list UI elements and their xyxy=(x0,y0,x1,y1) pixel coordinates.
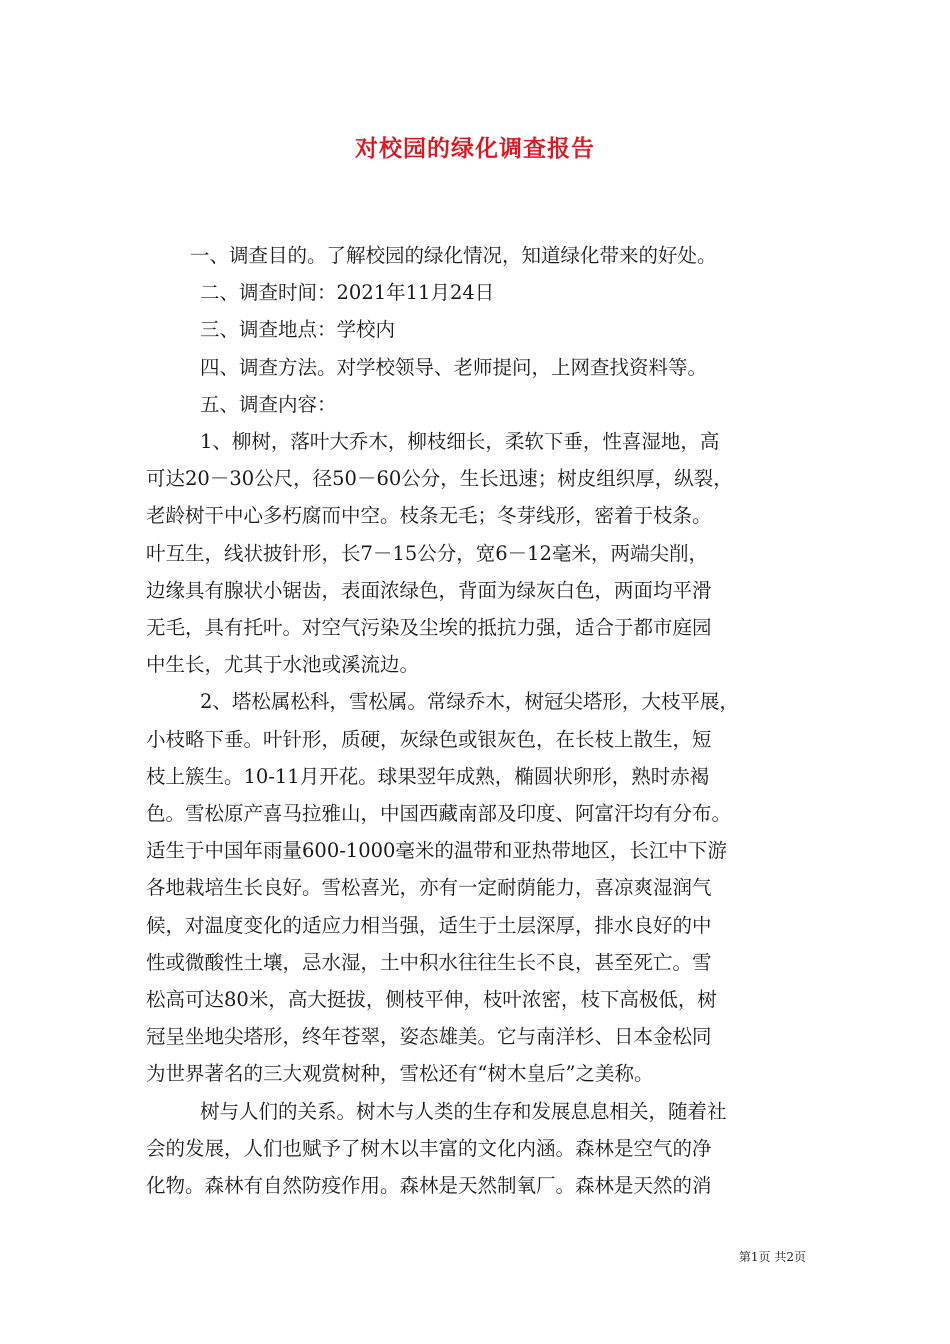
paragraph-line: 色。雪松原产喜马拉雅山，中国西藏南部及印度、阿富汗均有分布。 xyxy=(146,802,732,826)
paragraph-line: 候，对温度变化的适应力相当强，适生于土层深厚，排水良好的中 xyxy=(146,913,712,937)
paragraph-line: 性或微酸性土壤，忌水湿，土中积水往往生长不良，甚至死亡。雪 xyxy=(146,950,712,974)
paragraph-willow xyxy=(146,423,806,683)
document-body xyxy=(146,237,806,1204)
section-method: 四、调查方法。对学校领导、老师提问，上网查找资料等。 xyxy=(200,355,708,379)
section-content: 五、调查内容： xyxy=(200,392,337,416)
section-purpose: 一、调查目的。了解校园的绿化情况，知道绿化带来的好处。 xyxy=(190,244,717,267)
paragraph-line: 老龄树干中心多朽腐而中空。枝条无毛；冬芽线形，密着于枝条。 xyxy=(146,504,712,528)
paragraph-line: 树与人们的关系。树木与人类的生存和发展息息相关，随着社 xyxy=(200,1099,727,1123)
section-location: 三、调查地点：学校内 xyxy=(200,318,396,342)
section-time: 二、调查时间：2021年11月24日 xyxy=(200,281,495,305)
paragraph-line: 为世界著名的三大观赏树种，雪松还有“树木皇后”之美称。 xyxy=(146,1062,654,1086)
paragraph-line: 松高可达80米，高大挺拔，侧枝平伸，枝叶浓密，枝下高极低，树 xyxy=(146,988,717,1012)
paragraph-line: 无毛，具有托叶。对空气污染及尘埃的抵抗力强，适合于都市庭园 xyxy=(146,616,712,640)
paragraph-trees-and-people xyxy=(146,1093,806,1205)
paragraph-line: 叶互生，线状披针形，长7－15公分，宽6－12毫米，两端尖削， xyxy=(146,541,708,565)
paragraph-line: 中生长，尤其于水池或溪流边。 xyxy=(146,653,420,677)
paragraph-line: 2、塔松属松科，雪松属。常绿乔木，树冠尖塔形，大枝平展， xyxy=(200,690,739,714)
paragraph-cedar xyxy=(146,683,806,1092)
paragraph-line: 边缘具有腺状小锯齿，表面浓绿色，背面为绿灰白色，两面均平滑 xyxy=(146,578,712,602)
document-title: 对校园的绿化调查报告 xyxy=(355,135,595,162)
paragraph-line: 1、柳树，落叶大乔木，柳枝细长，柔软下垂，性喜湿地，高 xyxy=(200,430,720,454)
paragraph-line: 各地栽培生长良好。雪松喜光，亦有一定耐荫能力，喜凉爽湿润气 xyxy=(146,876,712,900)
paragraph-line: 可达20－30公尺，径50－60公分，生长迅速；树皮组织厚，纵裂， xyxy=(146,467,733,491)
paragraph-line: 冠呈坐地尖塔形，终年苍翠，姿态雄美。它与南洋杉、日本金松同 xyxy=(146,1025,712,1049)
paragraph-line: 化物。森林有自然防疫作用。森林是天然制氧厂。森林是天然的消 xyxy=(146,1174,712,1198)
paragraph-line: 小枝略下垂。叶针形，质硬，灰绿色或银灰色，在长枝上散生，短 xyxy=(146,727,712,751)
paragraph-line: 会的发展，人们也赋予了树木以丰富的文化内涵。森林是空气的净 xyxy=(146,1136,712,1160)
paragraph-line: 枝上簇生。10-11月开花。球果翌年成熟，椭圆状卵形，熟时赤褐 xyxy=(146,764,710,788)
paragraph-line: 适生于中国年雨量600-1000毫米的温带和亚热带地区，长江中下游 xyxy=(146,839,727,863)
page-number-footer: 第1页 共2页 xyxy=(738,1250,806,1264)
